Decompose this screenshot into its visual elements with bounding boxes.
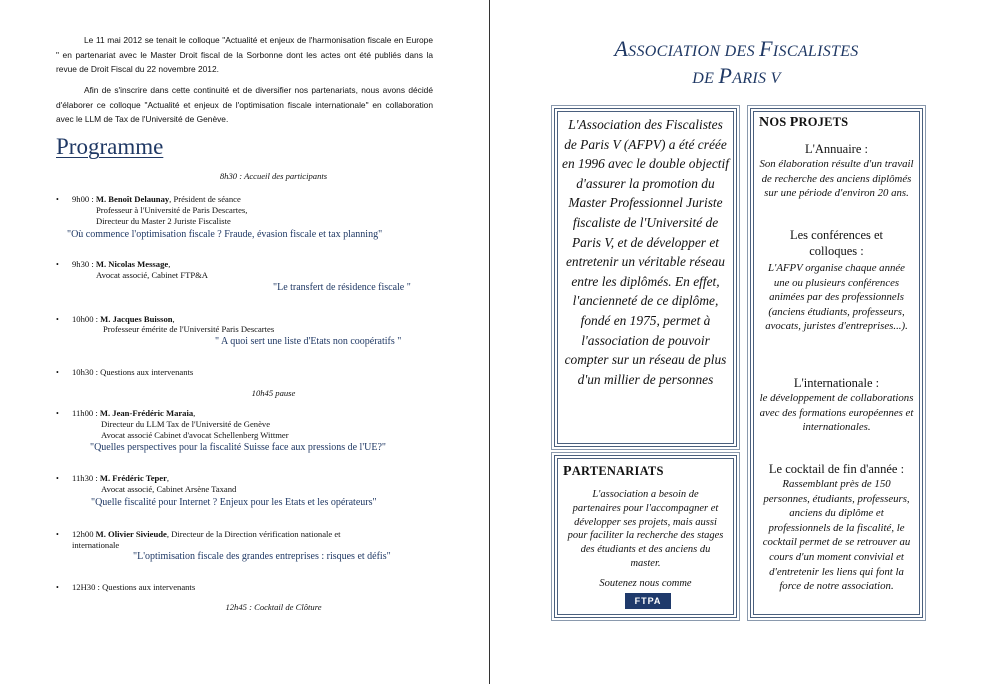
item-time: 11h30 : — [72, 473, 100, 483]
project-title: Le cocktail de fin d'année : — [768, 462, 905, 476]
speaker-name: M. Jean-Frédéric Maraia — [99, 408, 194, 418]
speaker-name: M. Olivier Sivieude — [95, 529, 167, 539]
bullet-icon: • — [56, 474, 59, 483]
partners-box — [554, 455, 737, 618]
about-text: L'Association des Fiscalistes de Paris V (AFPV) a été créée en 1996 avec le double objectif d'assurer la promotion du Master Professionnel Juriste fiscaliste de l'Université de Paris V, et de développer et entretenir un véritable réseau entre les diplômés. En effet, l'ancienneté de ce diplôme, fondé en 1975, permet à l'association de pouvoir compter sur un réseau de plus d'un millier de personnes — [562, 117, 729, 387]
project-description: L'AFPV organise chaque année une ou plusieurs conférences animées par des professionnels (anciens étudiants, professeurs, avocats, juristes d'entreprises...). — [765, 262, 908, 333]
speaker-detail: Avocat associé, Cabinet FTP&A — [96, 270, 209, 280]
partners-heading: PARTENARIATS — [563, 464, 664, 479]
bullet-icon: • — [56, 260, 59, 269]
bullet-icon: • — [56, 368, 59, 377]
welcome-line: 8h30 : Accueil des participants — [219, 171, 328, 181]
ftpa-logo: FTPA — [625, 593, 671, 609]
speaker-role: , — [172, 314, 175, 324]
bullet-icon: • — [56, 530, 59, 539]
project-description: le développement de collaborations avec des formations européennes et internationales. — [759, 392, 914, 434]
bullet-icon: • — [56, 315, 59, 324]
partners-text: L'association a besoin de partenaires pour l'accompagner et développer ses projets, mais aussi pour faciliter la recherche des stages des étudiants et des anciens du master. — [567, 489, 724, 569]
talk-title: " A quoi sert une liste d'Etats non coopératifs " — [215, 336, 402, 347]
talk-title: "Quelles perspectives pour la fiscalité Suisse face aux pressions de l'UE?" — [90, 442, 386, 453]
speaker-name: M. Benoît Delaunay — [95, 194, 170, 204]
questions-line: 10h30 : Questions aux intervenants — [72, 367, 194, 377]
project-description: Rassemblant près de 150 personnes, étudiants, professeurs, anciens du diplôme et professionnels de la fiscalité, le cocktail permet de se retrouver au cours d'un moment convivial et d'entretenir les liens qui font la force de notre association. — [762, 478, 911, 593]
item-time: 9h00 : — [72, 194, 96, 204]
speaker-role: , — [193, 408, 196, 418]
speaker-detail: Professeur à l'Université de Paris Descartes, — [96, 205, 248, 215]
item-time: 9h30 : — [72, 259, 96, 269]
page-divider — [489, 0, 490, 684]
project-title: L'internationale : — [793, 376, 880, 390]
closing-line: 12h45 : Cocktail de Clôture — [225, 602, 322, 612]
speaker-detail: internationale — [72, 540, 120, 550]
speaker-detail: Avocat associé Cabinet d'avocat Schellenberg Wittmer — [101, 430, 289, 440]
speaker-detail: Avocat associé, Cabinet Arsène Taxand — [101, 484, 237, 494]
speaker-role: , — [168, 259, 171, 269]
speaker-detail: Directeur du LLM Tax de l'Université de Genève — [101, 419, 271, 429]
bullet-icon: • — [56, 195, 59, 204]
association-title-line-2: DE PARIS V — [692, 63, 781, 88]
item-time: 11h00 : — [72, 408, 100, 418]
projects-box — [750, 108, 923, 618]
right-page — [491, 0, 982, 684]
item-time: 12h00 — [72, 529, 96, 539]
pause-line: 10h45 pause — [251, 388, 296, 398]
speaker-name: M. Jacques Buisson — [100, 314, 173, 324]
bullet-icon: • — [56, 409, 59, 418]
item-time: 10h00 : — [72, 314, 101, 324]
left-page — [0, 0, 490, 684]
talk-title: "L'optimisation fiscale des grandes entreprises : risques et défis" — [133, 551, 391, 562]
questions-line: 12H30 : Questions aux intervenants — [72, 582, 196, 592]
speaker-name: M. Frédéric Teper — [99, 473, 167, 483]
speaker-detail: Professeur émérite de l'Université Paris Descartes — [103, 324, 275, 334]
programme-title: Programme — [56, 134, 164, 159]
speaker-detail: Directeur du Master 2 Juriste Fiscaliste — [96, 216, 231, 226]
about-box — [554, 108, 737, 447]
bullet-icon: • — [56, 583, 59, 592]
association-title-line-1: ASSOCIATION DES FISCALISTES — [614, 36, 859, 61]
project-title: L'Annuaire : — [805, 142, 868, 156]
talk-title: "Où commence l'optimisation fiscale ? Fraude, évasion fiscale et tax planning" — [67, 229, 383, 240]
talk-title: "Le transfert de résidence fiscale " — [273, 282, 411, 293]
partners-support: Soutenez nous comme — [599, 578, 692, 589]
projects-heading: NOS PROJETS — [759, 115, 849, 130]
intro-paragraph-1: Le 11 mai 2012 se tenait le colloque "Actualité et enjeux de l'harmonisation fiscale en Europe " en partenariat avec le Master Droit fiscal de la Sorbonne dont les actes ont été publiés dans la revue de Droit Fiscal du 22 novembre 2012. — [56, 35, 433, 74]
speaker-role: , Président de séance — [169, 194, 241, 204]
intro-paragraph-2: Afin de s'inscrire dans cette continuité et de diversifier nos partenariats, nous avons décidé d'élaborer ce colloque "Actualité et enjeux de l'optimisation fiscale internationale" en collaboration avec le LLM de Tax de l'Université de Genève. — [56, 85, 433, 124]
speaker-role: , — [166, 473, 170, 483]
project-description: Son élaboration résulte d'un travail de recherche des anciens diplômés sur une période d'environ 20 ans. — [759, 158, 914, 200]
speaker-name: M. Nicolas Message — [95, 259, 169, 269]
talk-title: "Quelle fiscalité pour Internet ? Enjeux pour les Etats et les opérateurs" — [91, 497, 377, 508]
project-title: Les conférences et colloques : — [790, 228, 883, 258]
speaker-role: , Directeur de la Direction vérification nationale et — [166, 529, 341, 539]
